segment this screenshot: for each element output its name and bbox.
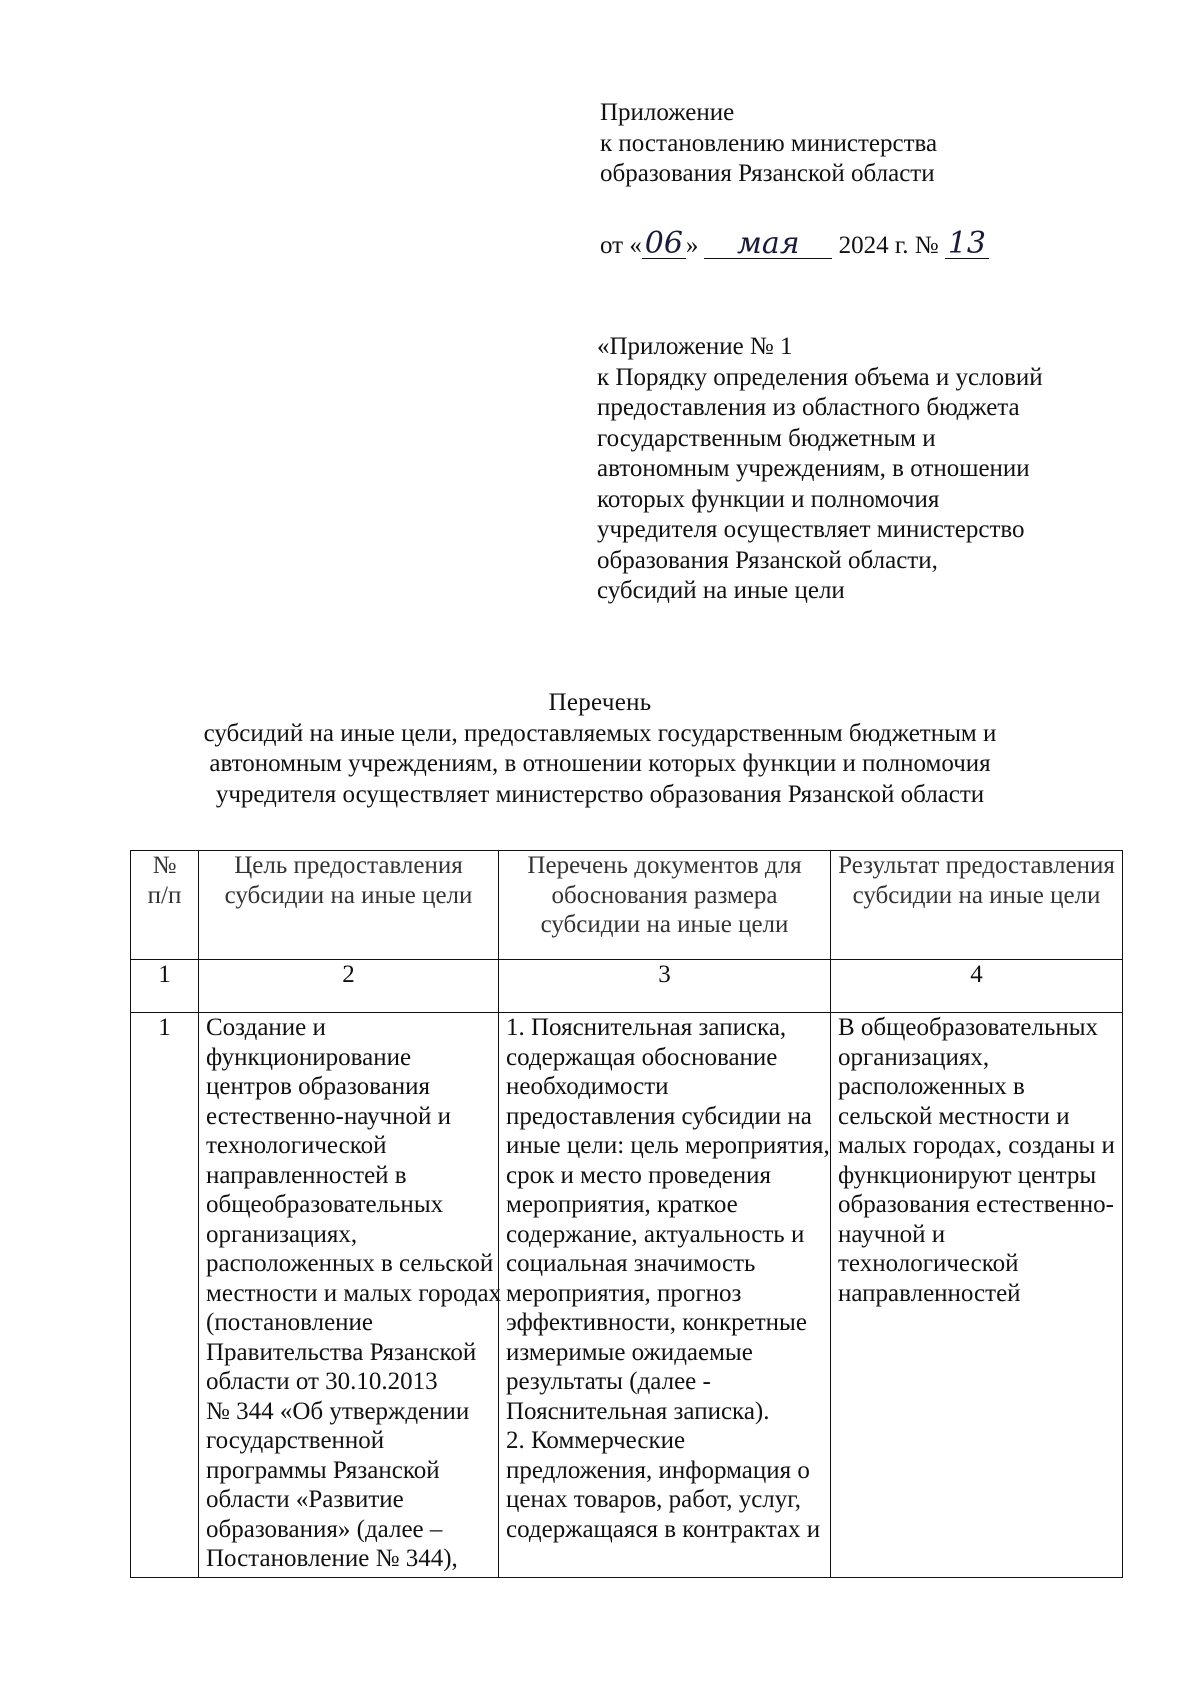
column-number-row [131,960,1123,1013]
document-title [0,688,1200,810]
title-line: субсидий на иные цели, предоставляемых государственным бюджетным и [203,719,997,747]
appendix-line: Приложение [600,99,735,126]
column-number: 3 [499,960,831,1013]
header-number: № п/п [131,851,199,960]
resolution-date-line [600,226,989,262]
header-result: Результат предоставления субсидии на иные цели [831,851,1123,960]
appendix-1-line: учредителя осуществляет министерство [597,516,1025,543]
appendix-1-line: «Приложение № 1 [597,333,793,360]
handwritten-month: мая [704,230,832,259]
appendix-line: образования Рязанской области [600,160,935,187]
appendix-1-line: автономным учреждениям, в отношении [597,455,1030,482]
appendix-1-line: предоставления из областного бюджета [597,394,1020,421]
date-prefix: от « [600,232,642,259]
column-number: 1 [131,960,199,1013]
header-goal: Цель предоставления субсидии на иные цели [199,851,499,960]
appendix-1-line: субсидий на иные цели [597,577,845,604]
documents-cell: 1. Пояснительная записка, содержащая обоснование необходимости предоставления субсидии на иные цели: цель мероприятия, срок и место проведения мероприятия, краткое содержание, актуальность и социальная значимость мероприятия, прогноз эффективности, конкретные измеримые ожидаемые результаты (далее - Пояснительная записка). 2. Коммерческие предложения, информация о ценах товаров, работ, услуг, содержащаяся в контрактах и [499,1013,831,1578]
column-number: 4 [831,960,1123,1013]
column-number: 2 [199,960,499,1013]
appendix-1-line: которых функции и полномочия [597,485,940,513]
table-header-row [131,851,1123,960]
row-number: 1 [131,1013,199,1578]
title-line: автономным учреждениям, в отношении которых функции и полномочия [209,750,991,777]
header-documents: Перечень документов для обоснования размера субсидии на иные цели [499,851,831,960]
date-mid: » [685,232,699,259]
title-heading: Перечень [548,689,652,716]
result-cell: В общеобразовательных организациях, расположенных в сельской местности и малых городах, созданы и функционируют центры образования естественно- научной и технологической направленностей [831,1013,1123,1578]
appendix-1-line: государственным бюджетным и [597,424,936,452]
handwritten-number: 13 [945,230,989,259]
goal-cell: Создание и функционирование центров образования естественно-научной и технологической направленностей в общеобразовательных организациях, расположенных в сельской местности и малых городах (постановление Правительства Рязанской области от 30.10.2013 № 344 «Об утверждении государственной программы Рязанской области «Развитие образования» (далее – Постановление № 344), [199,1013,499,1578]
appendix-header [600,98,937,190]
appendix-line: к постановлению министерства [600,129,938,157]
table-row [131,1013,1123,1578]
appendix-1-header [597,332,1043,607]
appendix-1-line: образования Рязанской области, [597,546,938,574]
appendix-1-line: к Порядку определения объема и условий [597,363,1043,391]
title-line: учредителя осуществляет министерство образования Рязанской области [215,780,985,808]
handwritten-day: 06 [642,230,686,259]
subsidies-table [130,850,1123,1578]
year-text: 2024 г. № [838,232,939,259]
